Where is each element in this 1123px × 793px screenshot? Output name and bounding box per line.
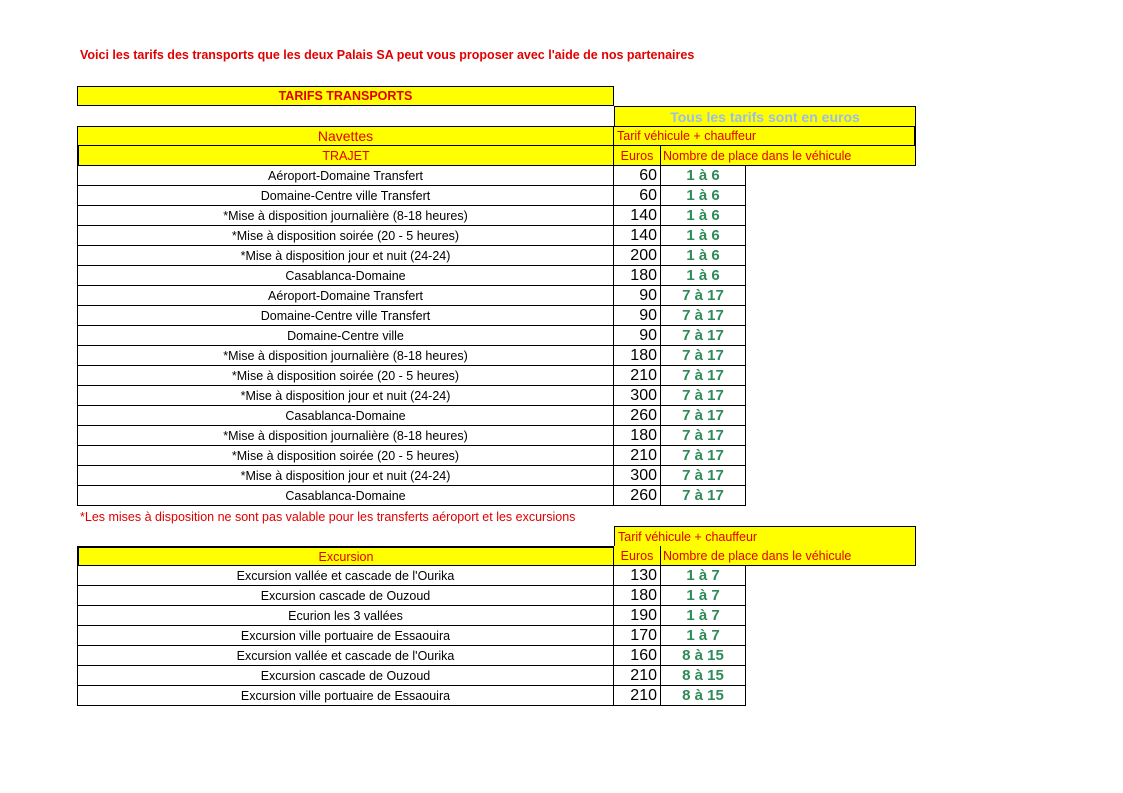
price-cell: 60 — [614, 186, 661, 206]
places-cell: 1 à 7 — [661, 586, 746, 606]
price-cell: 130 — [614, 566, 661, 586]
route-cell: Ecurion les 3 vallées — [77, 606, 614, 626]
route-cell: *Mise à disposition journalière (8-18 heures) — [77, 426, 614, 446]
route-cell: Casablanca-Domaine — [77, 266, 614, 286]
price-cell: 190 — [614, 606, 661, 626]
price-cell: 140 — [614, 206, 661, 226]
route-cell: Casablanca-Domaine — [77, 406, 614, 426]
places-cell: 7 à 17 — [661, 286, 746, 306]
route-cell: *Mise à disposition journalière (8-18 heures) — [77, 206, 614, 226]
places-cell: 7 à 17 — [661, 386, 746, 406]
price-cell: 90 — [614, 306, 661, 326]
route-cell: Excursion cascade de Ouzoud — [77, 666, 614, 686]
places-cell: 1 à 6 — [661, 266, 746, 286]
route-cell: Casablanca-Domaine — [77, 486, 614, 506]
price-cell: 140 — [614, 226, 661, 246]
places-cell: 8 à 15 — [661, 686, 746, 706]
route-cell: *Mise à disposition soirée (20 - 5 heures) — [77, 226, 614, 246]
route-cell: Excursion vallée et cascade de l'Ourika — [77, 646, 614, 666]
places-cell: 7 à 17 — [661, 346, 746, 366]
exc-col-places-header: Nombre de place dans le véhicule — [661, 546, 916, 566]
places-cell: 7 à 17 — [661, 366, 746, 386]
route-cell: *Mise à disposition soirée (20 - 5 heures) — [77, 366, 614, 386]
price-cell: 300 — [614, 466, 661, 486]
places-cell: 7 à 17 — [661, 306, 746, 326]
route-cell: *Mise à disposition jour et nuit (24-24) — [77, 466, 614, 486]
navettes-tarif-label: Tarif véhicule + chauffeur — [614, 126, 916, 146]
price-cell: 210 — [614, 666, 661, 686]
price-cell: 180 — [614, 266, 661, 286]
intro-text: Voici les tarifs des transports que les deux Palais SA peut vous proposer avec l'aide de nos partenaires — [80, 48, 695, 62]
route-cell: Aéroport-Domaine Transfert — [77, 286, 614, 306]
price-cell: 210 — [614, 446, 661, 466]
places-cell: 1 à 6 — [661, 226, 746, 246]
places-cell: 7 à 17 — [661, 486, 746, 506]
price-cell: 180 — [614, 426, 661, 446]
price-cell: 180 — [614, 346, 661, 366]
route-cell: *Mise à disposition jour et nuit (24-24) — [77, 246, 614, 266]
places-cell: 1 à 6 — [661, 246, 746, 266]
col-places-header: Nombre de place dans le véhicule — [661, 146, 916, 166]
places-cell: 1 à 7 — [661, 566, 746, 586]
price-cell: 90 — [614, 286, 661, 306]
route-cell: Aéroport-Domaine Transfert — [77, 166, 614, 186]
route-cell: *Mise à disposition soirée (20 - 5 heures) — [77, 446, 614, 466]
places-cell: 1 à 7 — [661, 626, 746, 646]
price-cell: 200 — [614, 246, 661, 266]
places-cell: 7 à 17 — [661, 406, 746, 426]
price-cell: 260 — [614, 406, 661, 426]
price-cell: 260 — [614, 486, 661, 506]
tarifs-transports-title: TARIFS TRANSPORTS — [77, 86, 614, 106]
route-cell: Excursion vallée et cascade de l'Ourika — [77, 566, 614, 586]
price-cell: 300 — [614, 386, 661, 406]
price-cell: 210 — [614, 366, 661, 386]
route-cell: Excursion ville portuaire de Essaouira — [77, 686, 614, 706]
route-cell: Domaine-Centre ville — [77, 326, 614, 346]
places-cell: 1 à 7 — [661, 606, 746, 626]
route-cell: Domaine-Centre ville Transfert — [77, 186, 614, 206]
euros-note: Tous les tarifs sont en euros — [614, 106, 916, 126]
places-cell: 1 à 6 — [661, 186, 746, 206]
route-cell: Domaine-Centre ville Transfert — [77, 306, 614, 326]
places-cell: 1 à 6 — [661, 206, 746, 226]
price-cell: 160 — [614, 646, 661, 666]
route-cell: *Mise à disposition journalière (8-18 heures) — [77, 346, 614, 366]
places-cell: 8 à 15 — [661, 646, 746, 666]
price-cell: 90 — [614, 326, 661, 346]
price-cell: 170 — [614, 626, 661, 646]
route-cell: *Mise à disposition jour et nuit (24-24) — [77, 386, 614, 406]
col-trajet-header: TRAJET — [77, 146, 614, 166]
price-cell: 210 — [614, 686, 661, 706]
places-cell: 7 à 17 — [661, 326, 746, 346]
footnote: *Les mises à disposition ne sont pas valable pour les transferts aéroport et les excursions — [80, 510, 576, 524]
places-cell: 1 à 6 — [661, 166, 746, 186]
col-excursion-header: Excursion — [77, 546, 614, 566]
places-cell: 7 à 17 — [661, 426, 746, 446]
col-euros-header: Euros — [614, 146, 661, 166]
route-cell: Excursion cascade de Ouzoud — [77, 586, 614, 606]
price-cell: 60 — [614, 166, 661, 186]
places-cell: 7 à 17 — [661, 466, 746, 486]
exc-col-euros-header: Euros — [614, 546, 661, 566]
navettes-section-label: Navettes — [77, 126, 614, 146]
places-cell: 7 à 17 — [661, 446, 746, 466]
excursion-tarif-label: Tarif véhicule + chauffeur — [614, 526, 916, 547]
route-cell: Excursion ville portuaire de Essaouira — [77, 626, 614, 646]
places-cell: 8 à 15 — [661, 666, 746, 686]
price-cell: 180 — [614, 586, 661, 606]
